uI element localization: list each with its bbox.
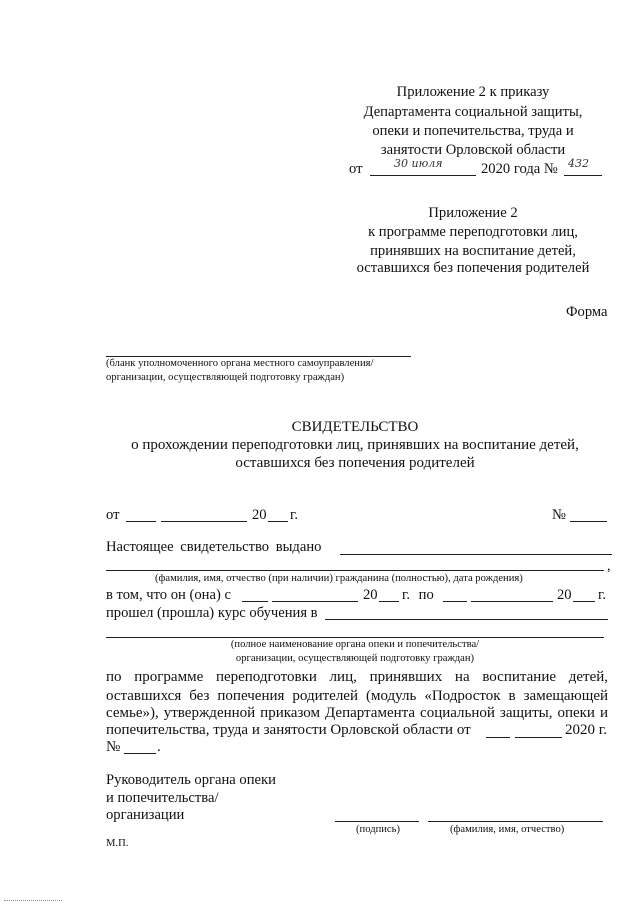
footer-dotted-line — [4, 900, 62, 901]
signature-field[interactable] — [335, 821, 419, 822]
order-approval-year: 2020 г. — [565, 722, 607, 738]
order-appendix-region-line: занятости Орловской области — [380, 142, 566, 158]
program-appendix-line3: принявших на воспитание детей, — [370, 243, 576, 259]
order-appendix-guardianship-line: опеки и попечительства, труда и — [372, 123, 574, 139]
period-end-month-field[interactable] — [471, 601, 553, 602]
signatory-name-field[interactable] — [428, 821, 603, 822]
period-end-suffix: г. — [598, 587, 606, 603]
date-year-suffix: г. — [290, 507, 298, 523]
period-end-day-field[interactable] — [443, 601, 467, 602]
organization-caption-line2: организации, осуществляющей подготовку граждан) — [235, 653, 475, 664]
order-approval-number-period: . — [157, 739, 161, 755]
order-year-and-number-label: 2020 года № — [481, 161, 558, 177]
date-day-field[interactable] — [126, 521, 156, 522]
certificate-number-field[interactable] — [570, 521, 607, 522]
certificate-subtitle-line1: о прохождении переподготовки лиц, принявших на воспитание детей, — [131, 437, 579, 453]
signatory-title-line2: и попечительства/ — [106, 790, 219, 806]
order-appendix-title: Приложение 2 к приказу — [396, 84, 550, 100]
organization-caption-line1: (полное наименование органа опеки и попечительства/ — [230, 639, 480, 650]
period-mid-label: г. по — [402, 587, 434, 603]
date-year-field[interactable] — [268, 521, 288, 522]
order-date-prefix: от — [349, 161, 363, 177]
period-end-year-prefix: 20 — [557, 587, 572, 603]
period-start-year-prefix: 20 — [363, 587, 378, 603]
body-line4-text: попечительства, труда и занятости Орловской области от — [106, 722, 471, 738]
order-approval-day-field[interactable] — [486, 737, 510, 738]
order-appendix-department-line: Департамента социальной защиты, — [363, 104, 583, 120]
certificate-title: СВИДЕТЕЛЬСТВО — [291, 419, 419, 435]
signatory-name-caption: (фамилия, имя, отчество) — [450, 824, 565, 835]
order-date-handwritten: 30 июля — [394, 157, 443, 170]
stamp-placeholder: М.П. — [106, 838, 129, 849]
period-start-label: в том, что он (она) с — [106, 587, 231, 603]
recipient-fio-caption: (фамилия, имя, отчество (при наличии) гражданина (полностью), дата рождения) — [155, 573, 523, 584]
order-approval-number-field[interactable] — [124, 753, 156, 754]
period-start-year-field[interactable] — [379, 601, 399, 602]
course-label: прошел (прошла) курс обучения в — [106, 605, 318, 621]
letterhead-caption-line2: организации, осуществляющей подготовку граждан) — [106, 372, 345, 383]
program-appendix-title: Приложение 2 — [428, 205, 518, 221]
letterhead-caption-line1: (бланк уполномоченного органа местного самоуправления/ — [106, 358, 374, 369]
body-line3: семье»), утвержденной приказом Департамента социальной защиты, опеки и — [106, 705, 608, 721]
program-appendix-line4: оставшихся без попечения родителей — [356, 260, 590, 276]
period-end-year-field[interactable] — [573, 601, 595, 602]
recipient-details-field[interactable] — [106, 570, 604, 571]
period-start-month-field[interactable] — [272, 601, 358, 602]
signatory-title-line1: Руководитель органа опеки — [106, 772, 276, 788]
recipient-name-field[interactable] — [340, 554, 612, 555]
signature-caption: (подпись) — [356, 824, 400, 835]
signatory-title-line3: организации — [106, 807, 185, 823]
form-label: Форма — [566, 304, 608, 320]
order-approval-month-field[interactable] — [515, 737, 562, 738]
body-line1: по программе переподготовки лиц, принявших на воспитание детей, — [106, 669, 608, 685]
program-appendix-line2: к программе переподготовки лиц, — [368, 224, 578, 240]
certificate-subtitle-line2: оставшихся без попечения родителей — [235, 455, 475, 471]
period-start-day-field[interactable] — [242, 601, 268, 602]
issued-to-label: Настоящее свидетельство выдано — [106, 539, 322, 555]
order-number-underline — [564, 175, 602, 176]
order-number-handwritten: 432 — [568, 157, 589, 170]
recipient-comma: , — [607, 558, 611, 574]
order-date-underline — [370, 175, 476, 176]
date-year-prefix: 20 — [252, 507, 267, 523]
course-organization-field[interactable] — [325, 619, 608, 620]
date-from-label: от — [106, 507, 120, 523]
date-month-field[interactable] — [161, 521, 247, 522]
certificate-number-sign: № — [552, 507, 566, 523]
body-line2: оставшихся без попечения родителей (модуль «Подросток в замещающей — [106, 688, 608, 704]
order-approval-number-sign: № — [106, 739, 121, 755]
